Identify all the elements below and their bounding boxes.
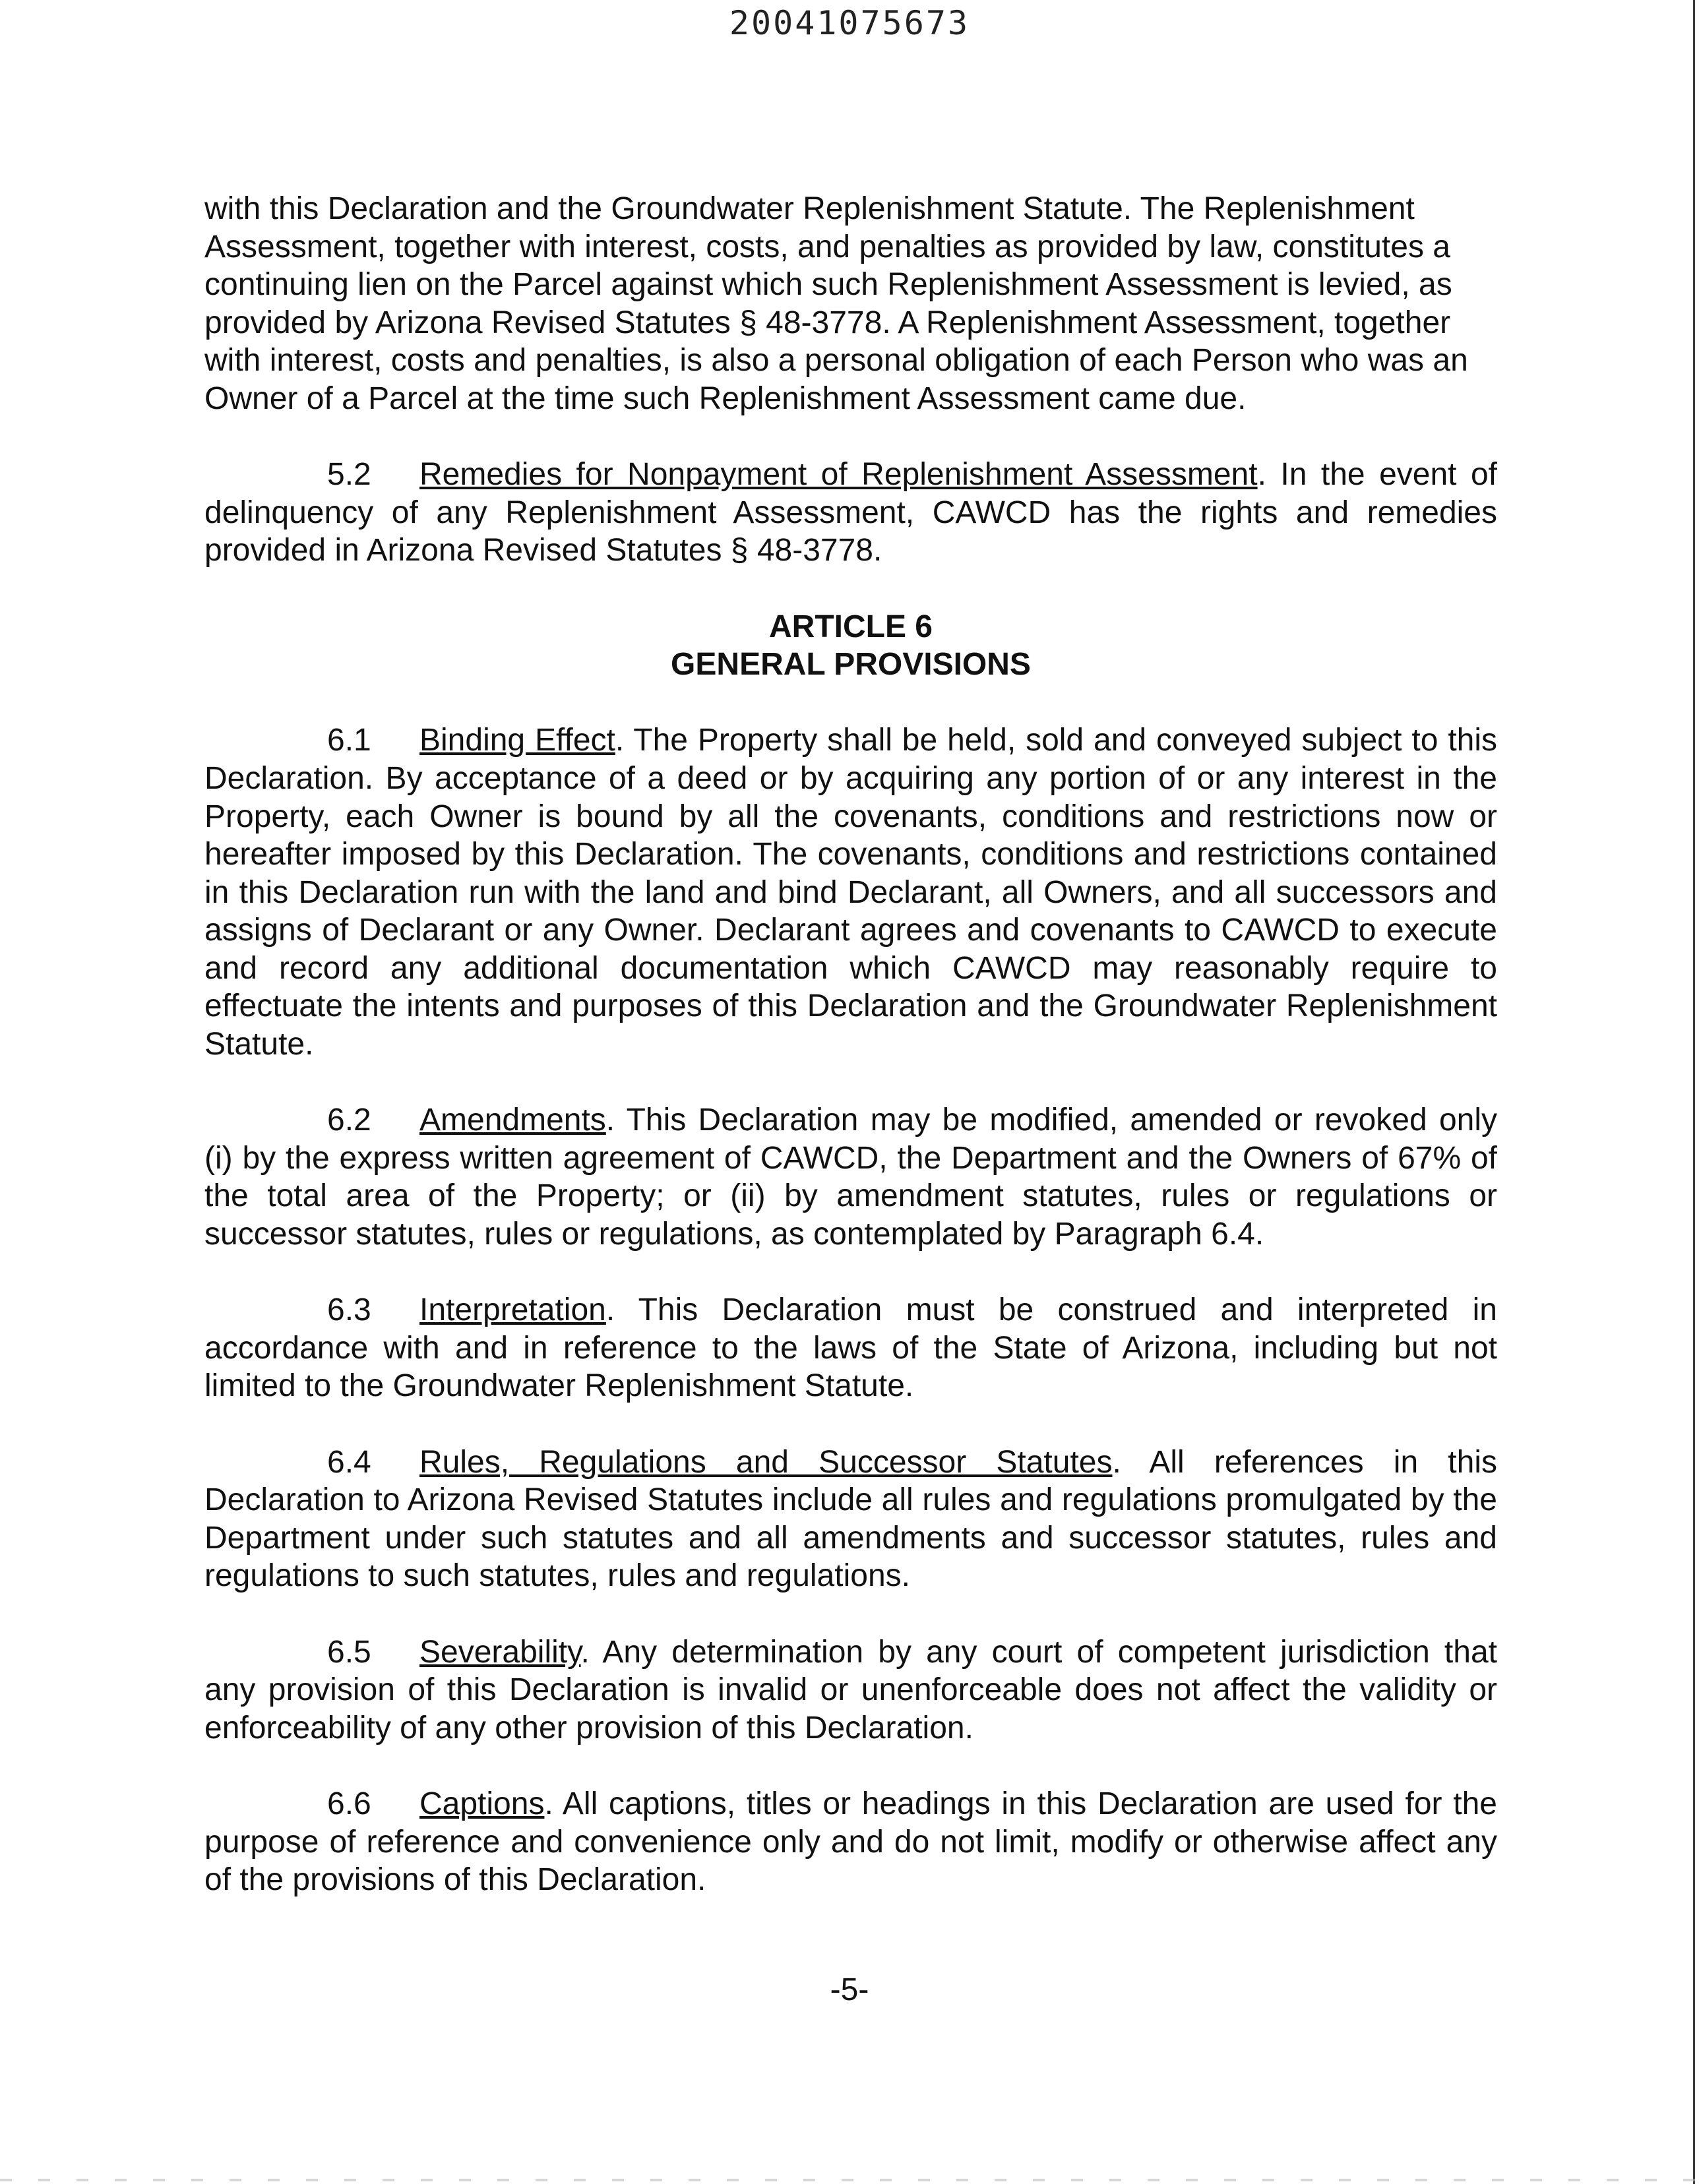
page-number: -5- <box>830 1972 869 2007</box>
article-title: GENERAL PROVISIONS <box>671 647 1031 682</box>
section-title: Amendments <box>419 1103 606 1138</box>
paragraph-continuation: with this Declaration and the Groundwater Replenishment Statute. The Replenishment Assessment, together with interest, costs, and penalties as provided by law, constitutes a continuing lien on the Parcel against which such Replenishment Assessment is levied, as provided by Arizona Revised Statutes § 48-3778. A Replenishment Assessment, together with interest, costs and penalties, is also a personal obligation of each Person who was an Owner of a Parcel at the time such Replenishment Assessment came due. <box>204 191 1468 416</box>
section-5-2 <box>204 456 1497 570</box>
section-6-2 <box>204 1101 1497 1253</box>
section-number: 6.6 <box>327 1786 371 1821</box>
section-number: 6.1 <box>327 723 371 758</box>
section-text: . In the event of delinquency of any Replenishment Assessment, CAWCD has the rights and remedies provided in Arizona Revised Statutes § 48-3778. <box>204 457 1498 568</box>
section-title: Severability <box>419 1634 581 1670</box>
section-title: Captions <box>419 1786 545 1821</box>
section-6-1 <box>204 721 1497 1063</box>
section-text: . This Declaration must be construed and interpreted in accordance with and in reference to the laws of the State of Arizona, including but not limited to the Groundwater Replenishment Statute. <box>204 1292 1497 1404</box>
section-title: Interpretation <box>419 1292 606 1328</box>
section-text: . All references in this Declaration to Arizona Revised Statutes include all rules and regulations promulgated by the Department under such statutes and all amendments and successor statutes, rules and regulations to such statutes, rules and regulations. <box>204 1444 1497 1594</box>
document-number: 20041075673 <box>729 4 970 42</box>
section-number: 5.2 <box>327 457 371 493</box>
section-6-3 <box>204 1291 1497 1405</box>
section-title: Rules, Regulations and Successor Statutes <box>419 1444 1113 1480</box>
section-6-5 <box>204 1633 1497 1747</box>
section-number: 6.2 <box>327 1103 371 1138</box>
section-number: 6.4 <box>327 1444 371 1480</box>
document-body <box>204 190 1497 1937</box>
page-edge-line <box>1693 0 1695 2184</box>
section-title: Binding Effect <box>419 723 615 758</box>
section-6-4 <box>204 1443 1497 1595</box>
section-text: . All captions, titles or headings in this Declaration are used for the purpose of reference and convenience only and do not limit, modify or otherwise affect any of the provisions of this Declaration. <box>204 1786 1497 1898</box>
section-title: Remedies for Nonpayment of Replenishment Assessment <box>419 457 1258 493</box>
section-text: . The Property shall be held, sold and conveyed subject to this Declaration. By acceptance of a deed or by acquiring any portion of or any interest in the Property, each Owner is bound by all the covenants, conditions and restrictions now or hereafter imposed by this Declaration. The covenants, conditions and restrictions contained in this Declaration run with the land and bind Declarant, all Owners, and all successors and assigns of Declarant or any Owner. Declarant agrees and covenants to CAWCD to execute and record any additional documentation which CAWCD may reasonably require to effectuate the intents and purposes of this Declaration and the Groundwater Replenishment Statute. <box>204 723 1498 1062</box>
scan-artifact-line <box>0 2179 1699 2181</box>
section-number: 6.3 <box>327 1292 371 1328</box>
article-heading <box>204 608 1497 684</box>
section-number: 6.5 <box>327 1634 371 1670</box>
section-text: . This Declaration may be modified, amended or revoked only (i) by the express written agreement of CAWCD, the Department and the Owners of 67% of the total area of the Property; or (ii) by amendment statutes, rules or regulations or successor statutes, rules or regulations, as contemplated by Paragraph 6.4. <box>204 1103 1497 1252</box>
section-text: . Any determination by any court of competent jurisdiction that any provision of this Declaration is invalid or unenforceable does not affect the validity or enforceability of any other provision of this Declaration. <box>204 1634 1497 1745</box>
article-label: ARTICLE 6 <box>768 609 933 644</box>
section-6-6 <box>204 1785 1497 1899</box>
